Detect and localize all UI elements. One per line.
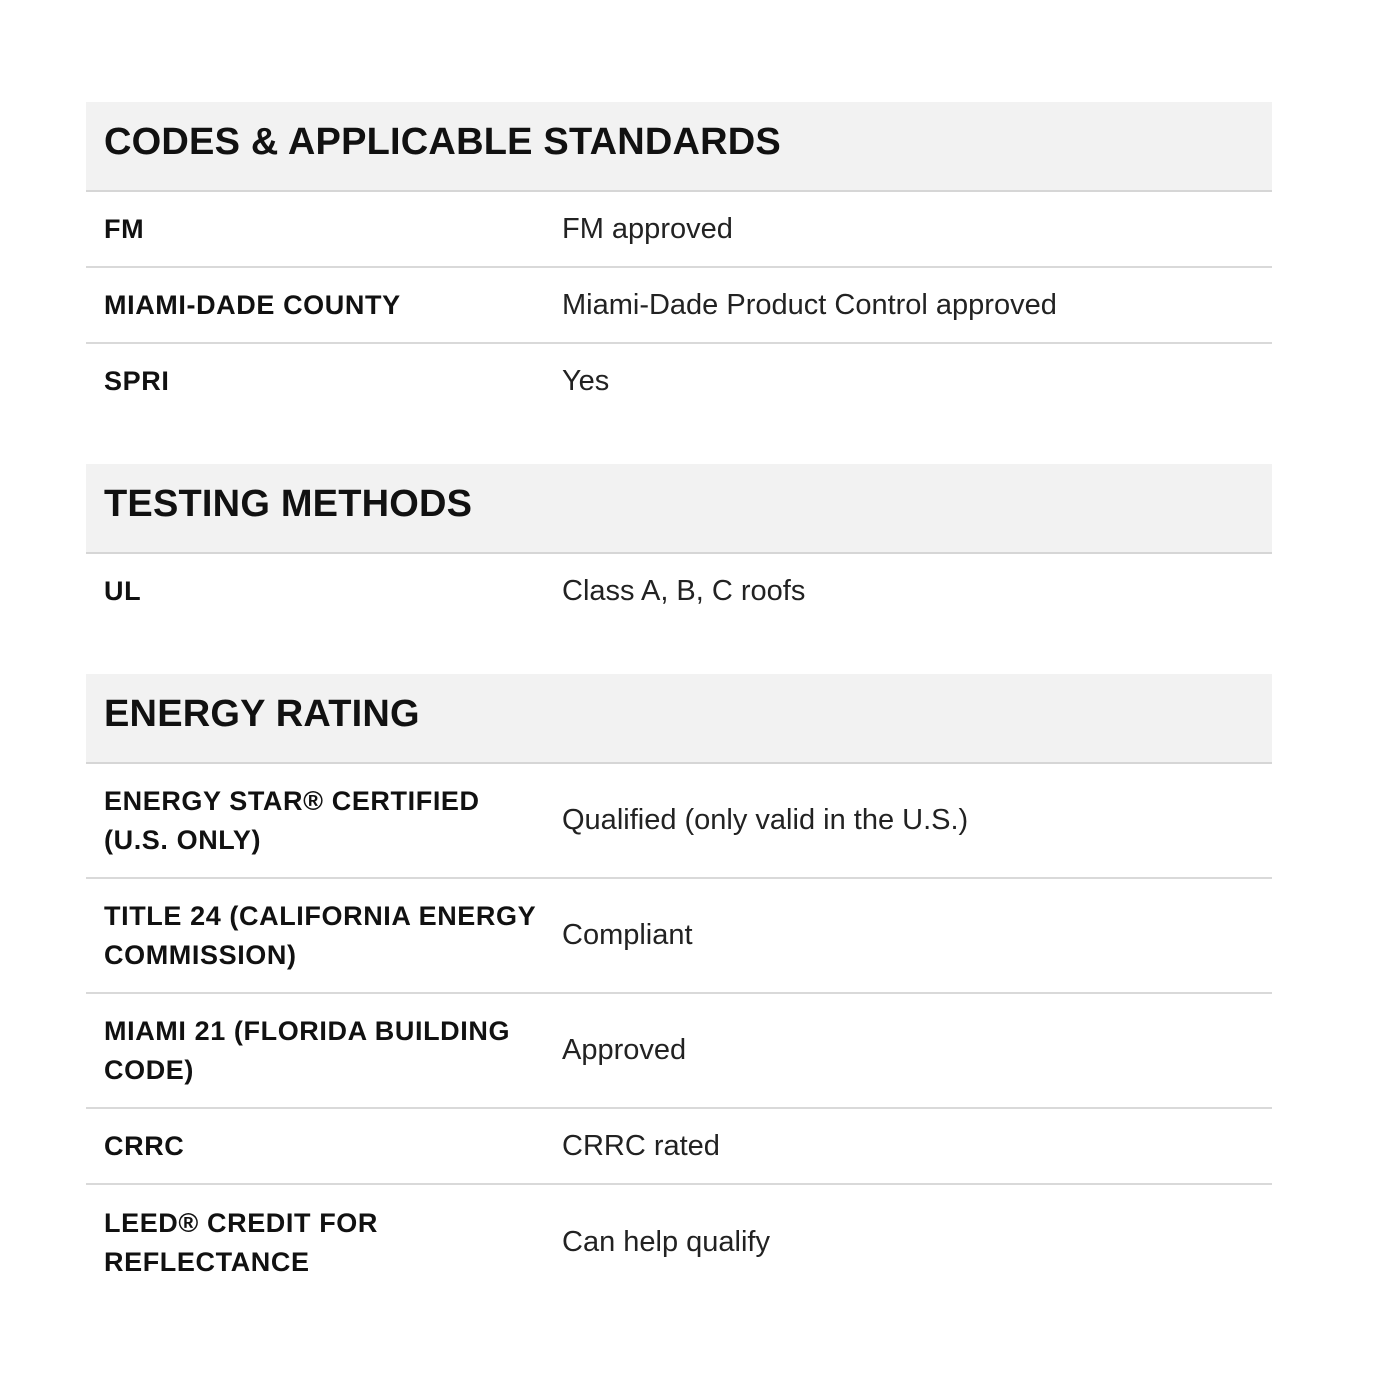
spec-value: Qualified (only valid in the U.S.) (562, 804, 969, 836)
spec-label: LEED® CREDIT FOR REFLECTANCE (104, 1207, 378, 1277)
codes-standards-section (86, 102, 1272, 418)
section-header (86, 464, 1272, 554)
spec-label: ENERGY STAR® CERTIFIED (U.S. ONLY) (104, 785, 480, 855)
spec-row-fm (86, 192, 1272, 268)
spec-value: Can help qualify (562, 1226, 770, 1258)
testing-methods-section (86, 464, 1272, 628)
spec-row-spri (86, 344, 1272, 418)
spec-value: Miami-Dade Product Control approved (562, 288, 1057, 321)
spec-value: Compliant (562, 919, 693, 951)
spec-value: FM approved (562, 212, 733, 245)
spec-row-crrc (86, 1109, 1272, 1185)
spec-label: TITLE 24 (CALIFORNIA ENERGY COMMISSION) (104, 900, 536, 970)
energy-rating-section (86, 674, 1272, 1300)
spec-value: Yes (562, 364, 610, 397)
spec-label: MIAMI-DADE COUNTY (104, 289, 401, 320)
spec-row-title-24 (86, 879, 1272, 994)
section-title: CODES & APPLICABLE STANDARDS (104, 120, 781, 163)
section-title: ENERGY RATING (104, 692, 420, 735)
spec-row-energy-star (86, 764, 1272, 879)
spec-row-miami-dade (86, 268, 1272, 344)
spec-row-leed (86, 1185, 1272, 1300)
spec-row-ul (86, 554, 1272, 628)
spec-value: Approved (562, 1034, 687, 1066)
spec-label: MIAMI 21 (FLORIDA BUILDING CODE) (104, 1015, 511, 1085)
spec-label: UL (104, 575, 142, 606)
section-header (86, 674, 1272, 764)
spec-value: Class A, B, C roofs (562, 574, 806, 607)
spec-row-miami-21 (86, 994, 1272, 1109)
spec-label: FM (104, 213, 145, 244)
spec-value: CRRC rated (562, 1129, 720, 1162)
section-header (86, 102, 1272, 192)
section-title: TESTING METHODS (104, 482, 473, 525)
spec-label: SPRI (104, 365, 170, 396)
spec-label: CRRC (104, 1130, 185, 1161)
